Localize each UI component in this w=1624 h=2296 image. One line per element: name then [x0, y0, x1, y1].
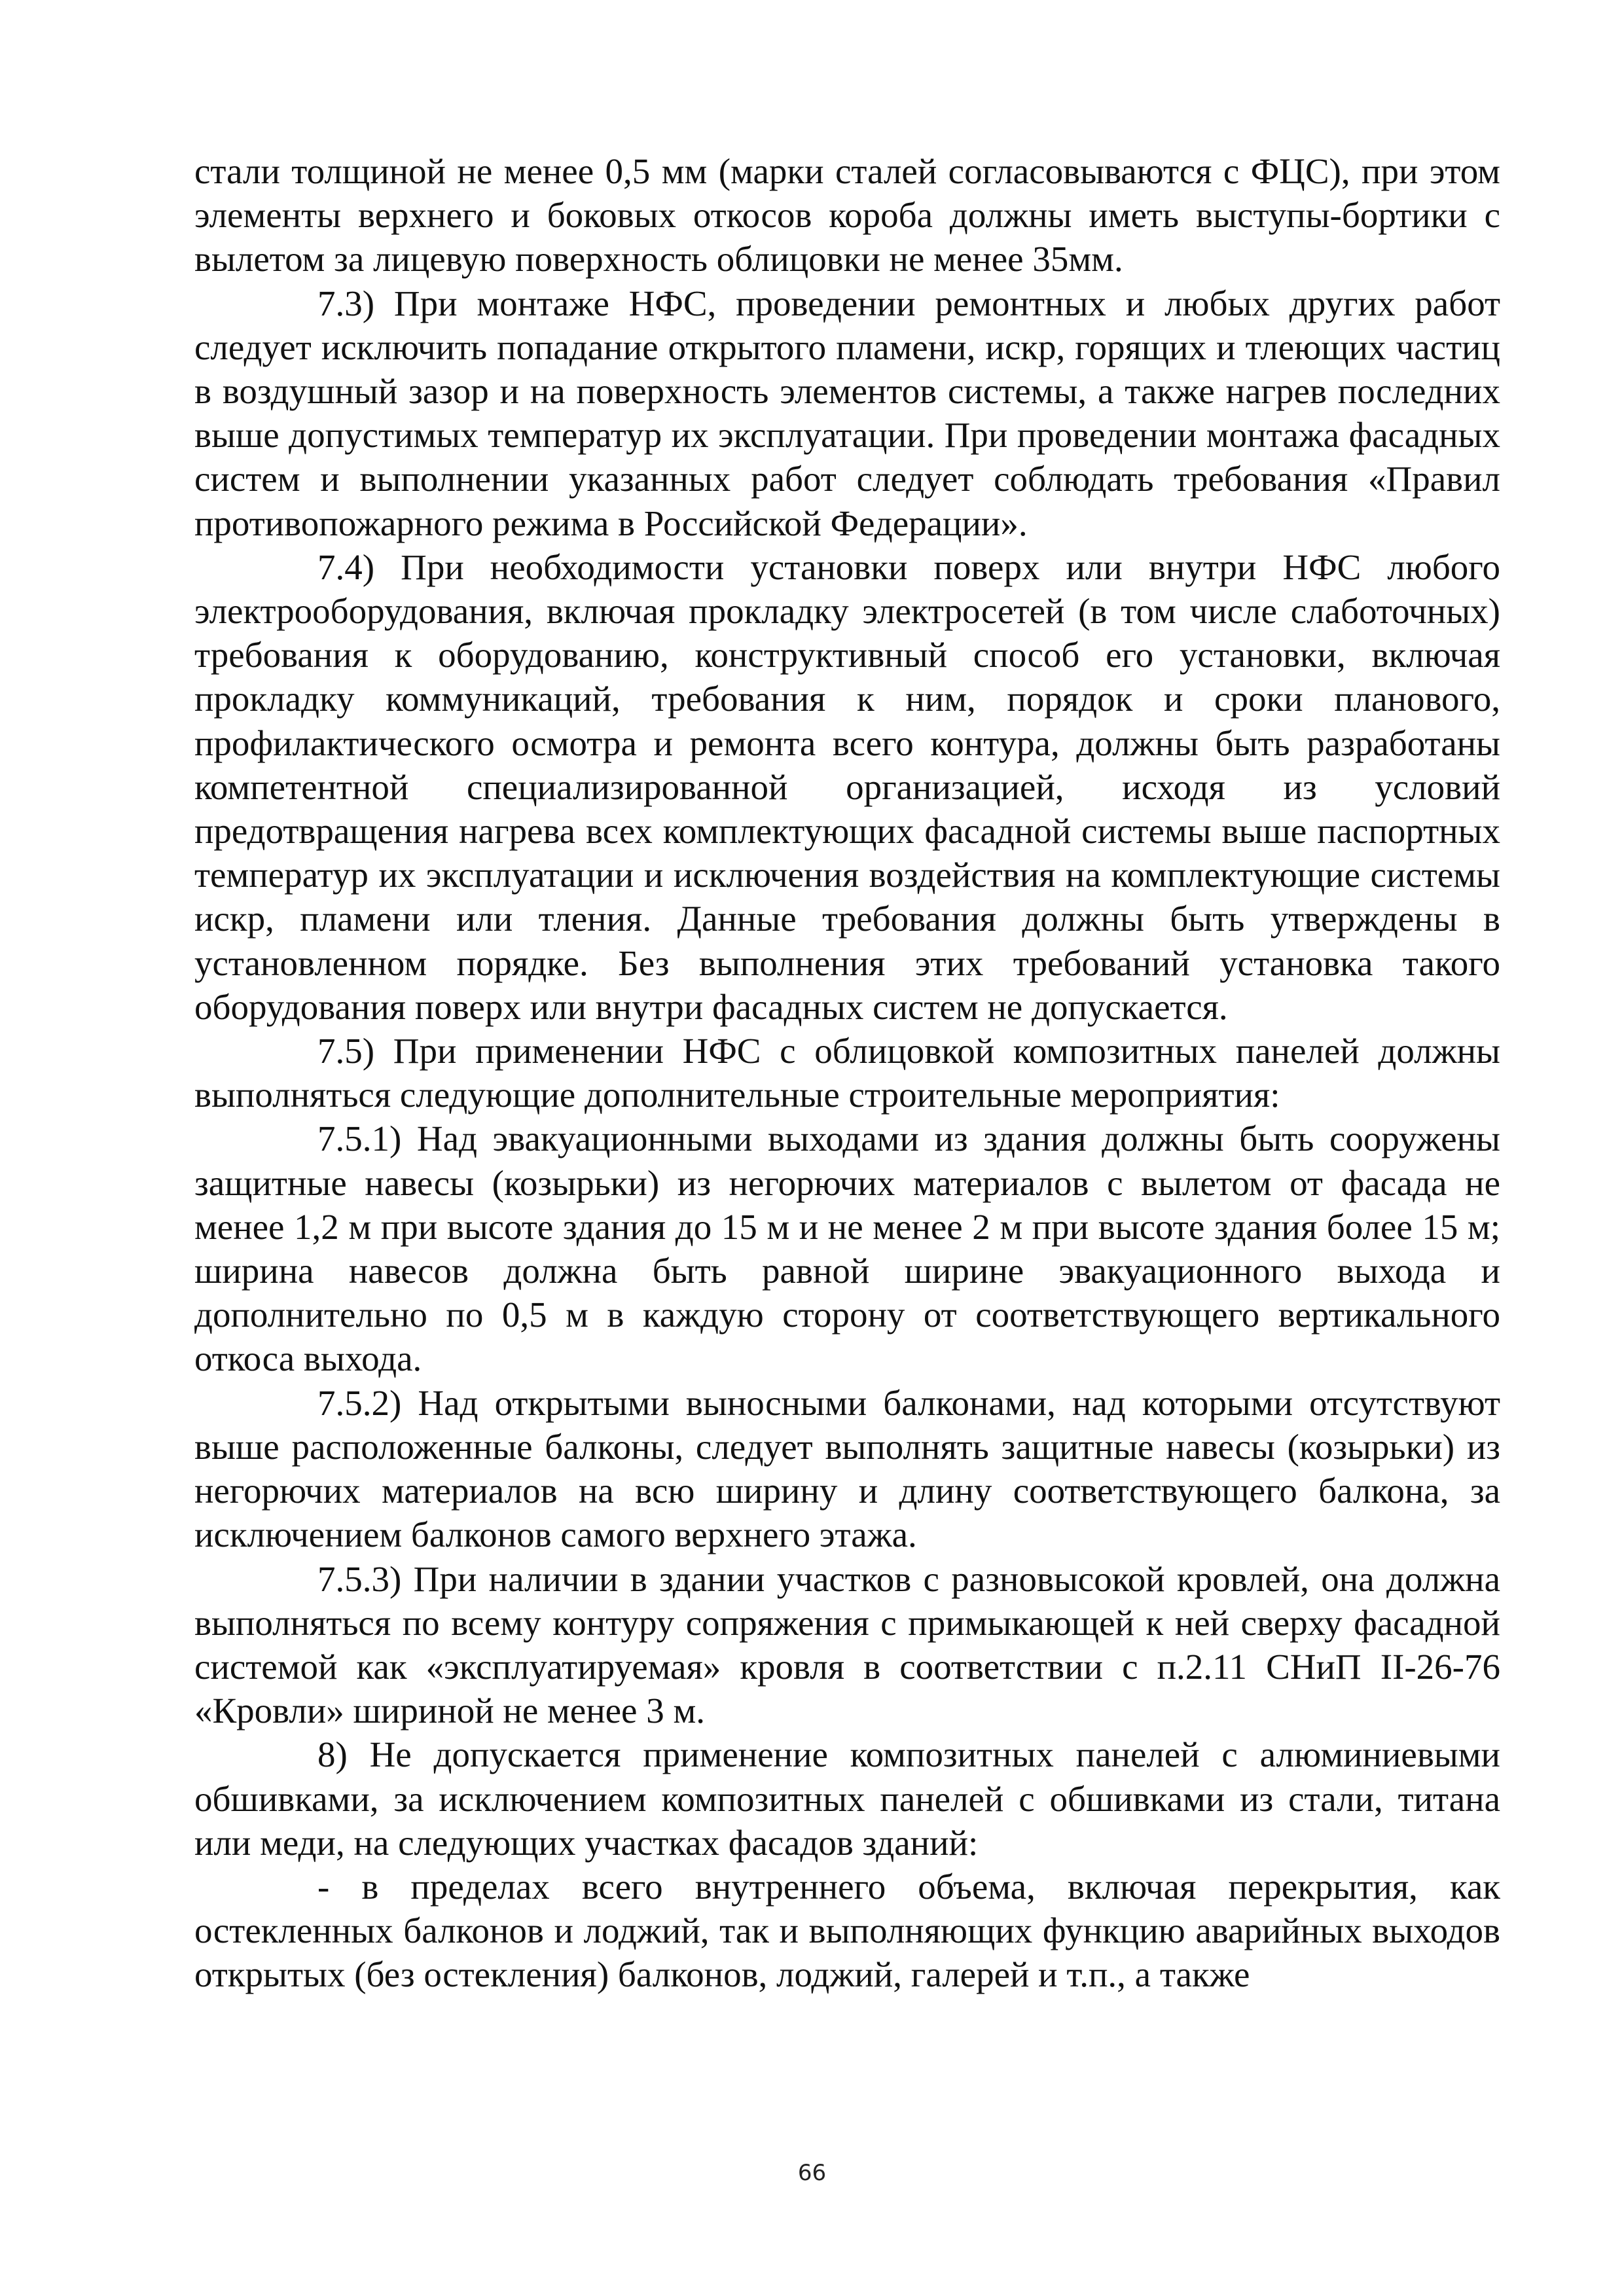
- paragraph-7-5-3: 7.5.3) При наличии в здании участков с разновысокой кровлей, она должна выполняться по всему контуру сопряжения с примыкающей к ней сверху фасадной системой как «эксплуатируемая» кровля в соответствии с п.2.11 СНиП II-26-76 «Кровли» шириной не менее 3 м.: [194, 1558, 1500, 1731]
- page-number: 66: [797, 2160, 827, 2186]
- document-body: [194, 149, 1500, 1997]
- paragraph-7-5: 7.5) При применении НФС с облицовкой композитных панелей должны выполняться следующие дополнительные строительные мероприятия:: [194, 1031, 1500, 1115]
- paragraph-8: 8) Не допускается применение композитных панелей с алюминиевыми обшивками, за исключением композитных панелей с обшивками из стали, титана или меди, на следующих участках фасадов зданий:: [194, 1734, 1500, 1863]
- paragraph-continuation: стали толщиной не менее 0,5 мм (марки сталей согласовываются с ФЦС), при этом элементы верхнего и боковых откосов короба должны иметь выступы-бортики с вылетом за лицевую поверхность облицовки не менее 35мм.: [194, 151, 1500, 279]
- paragraph-7-5-1: 7.5.1) Над эвакуационными выходами из здания должны быть сооружены защитные навесы (козырьки) из негорючих материалов с вылетом от фасада не менее 1,2 м при высоте здания до 15 м и не менее 2 м при высоте здания более 15 м; ширина навесов должна быть равной ширине эвакуационного выхода и дополнительно по 0,5 м в каждую сторону от соответствующего вертикального откоса выхода.: [194, 1119, 1500, 1379]
- paragraph-7-5-2: 7.5.2) Над открытыми выносными балконами, над которыми отсутствуют выше расположенные балконы, следует выполнять защитные навесы (козырьки) из негорючих материалов на всю ширину и длину соответствующего балкона, за исключением балконов самого верхнего этажа.: [194, 1382, 1500, 1555]
- paragraph-7-3: 7.3) При монтаже НФС, проведении ремонтных и любых других работ следует исключить попадание открытого пламени, искр, горящих и тлеющих частиц в воздушный зазор и на поверхность элементов системы, а также нагрев последних выше допустимых температур их эксплуатации. При проведении монтажа фасадных систем и выполнении указанных работ следует соблюдать требования «Правил противопожарного режима в Российской Федерации».: [194, 283, 1500, 543]
- paragraph-list-item: - в пределах всего внутреннего объема, включая перекрытия, как остекленных балконов и лоджий, так и выполняющих функцию аварийных выходов открытых (без остекления) балконов, лоджий, галерей и т.п., а также: [194, 1866, 1500, 1995]
- paragraph-7-4: 7.4) При необходимости установки поверх или внутри НФС любого электрооборудования, включая прокладку электросетей (в том числе слаботочных) требования к оборудованию, конструктивный способ его установки, включая прокладку коммуникаций, требования к ним, порядок и сроки планового, профилактического осмотра и ремонта всего контура, должны быть разработаны компетентной специализированной организацией, исходя из условий предотвращения нагрева всех комплектующих фасадной системы выше паспортных температур их эксплуатации и исключения воздействия на комплектующие системы искр, пламени или тления. Данные требования должны быть утверждены в установленном порядке. Без выполнения этих требований установка такого оборудования поверх или внутри фасадных систем не допускается.: [194, 547, 1500, 1027]
